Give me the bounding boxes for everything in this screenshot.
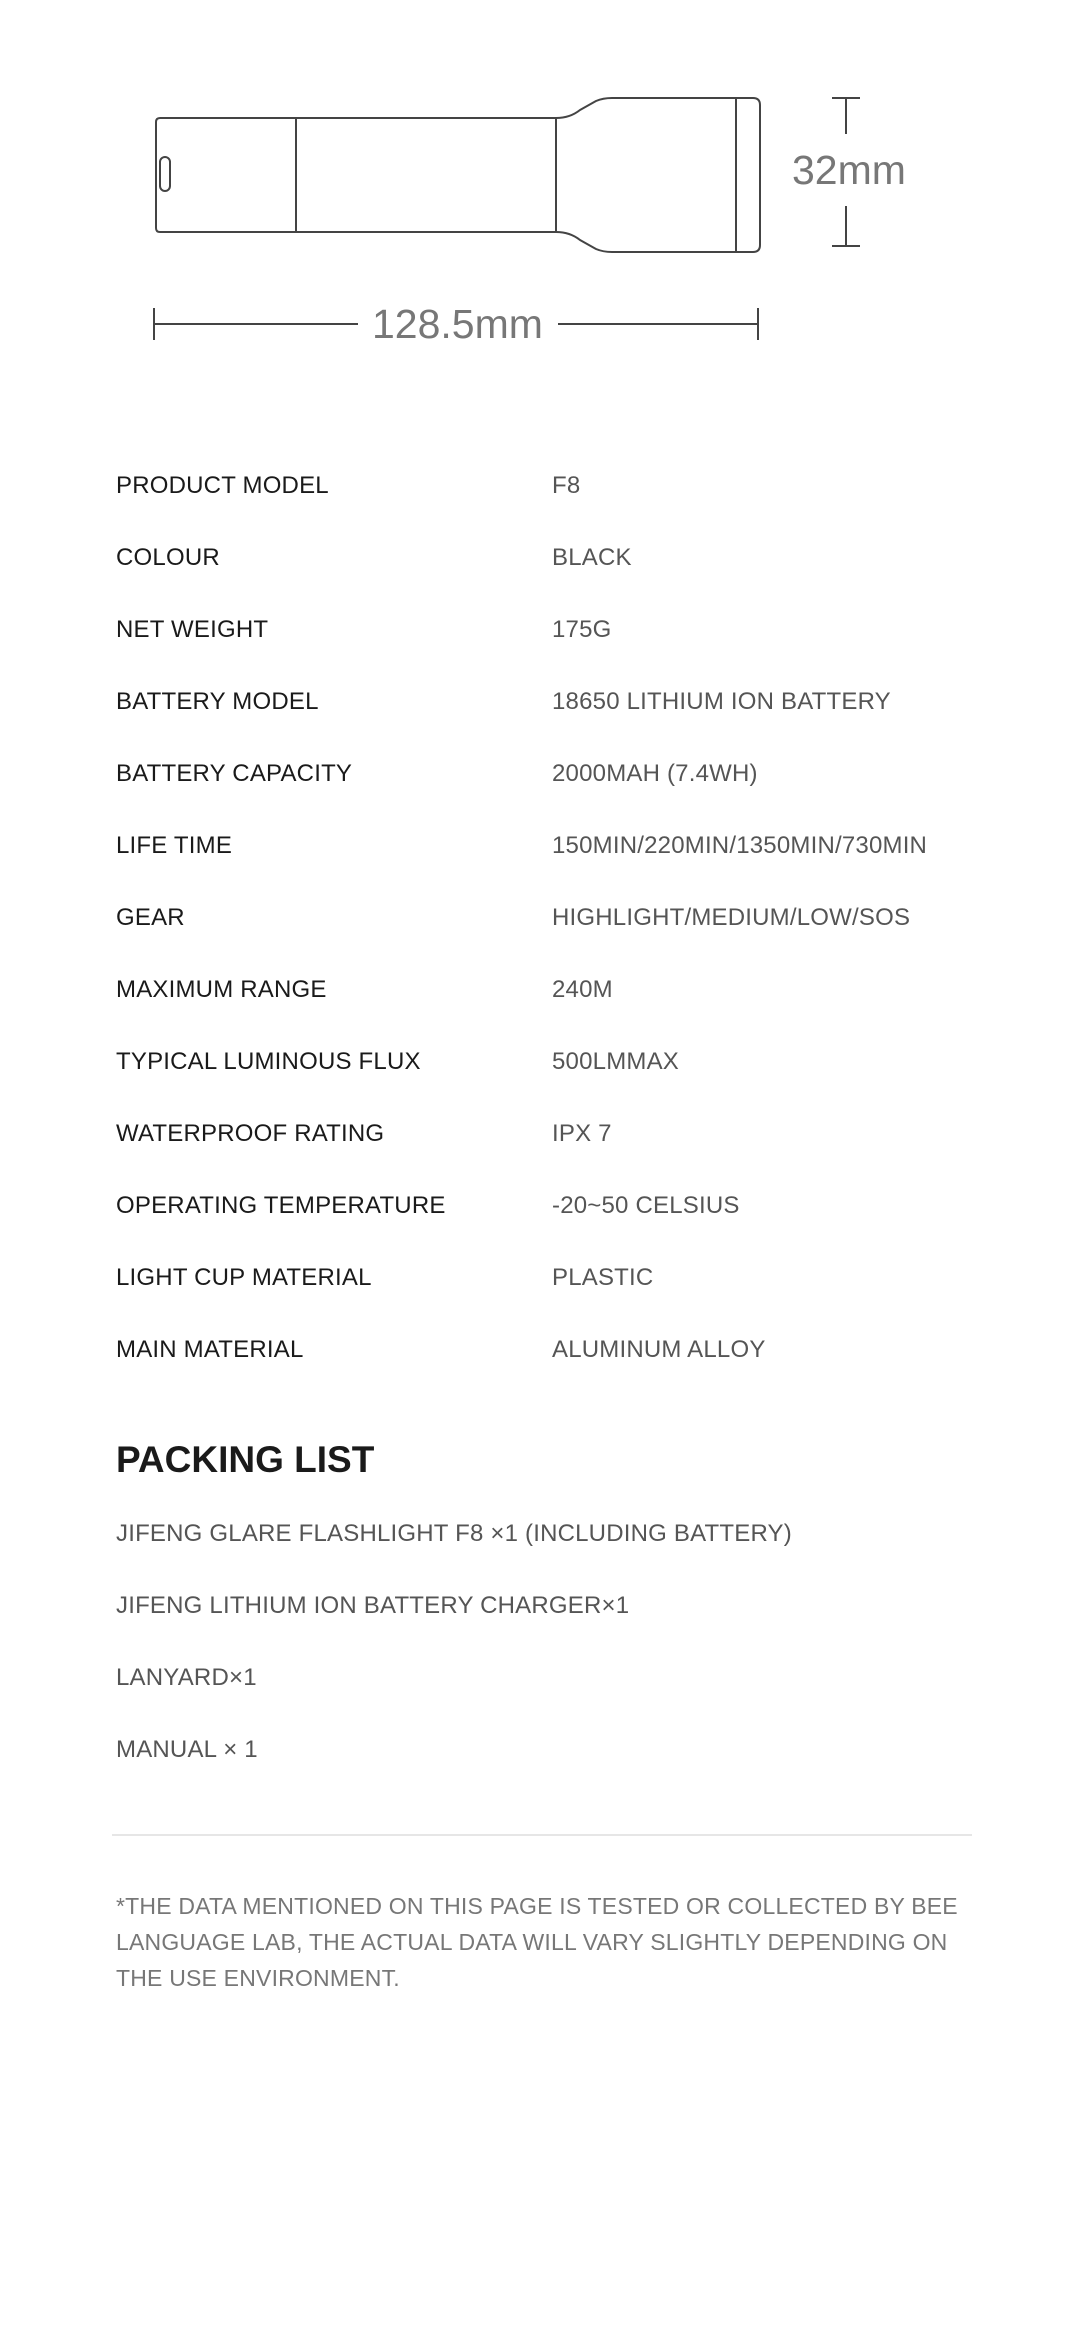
list-item: MANUAL × 1 [116, 1736, 258, 1763]
spec-row-life-time [116, 810, 976, 882]
spec-label: OPERATING TEMPERATURE [116, 1192, 446, 1219]
spec-table [116, 450, 976, 1386]
spec-value: 18650 LITHIUM ION BATTERY [552, 688, 891, 715]
disclaimer-text: *THE DATA MENTIONED ON THIS PAGE IS TESTED OR COLLECTED BY BEE LANGUAGE LAB, THE ACTUAL DATA WILL VARY SLIGHTLY DEPENDING ON THE USE ENVIRONMENT. [116, 1893, 958, 1991]
spec-row-product-model [116, 450, 976, 522]
spec-value: 150MIN/220MIN/1350MIN/730MIN [552, 832, 928, 859]
spec-row-luminous-flux [116, 1026, 976, 1098]
spec-value: -20~50 CELSIUS [552, 1192, 740, 1219]
spec-row-operating-temperature [116, 1170, 976, 1242]
spec-row-battery-capacity [116, 738, 976, 810]
flashlight-dimension-diagram [0, 0, 1080, 400]
spec-label: PRODUCT MODEL [116, 472, 329, 499]
spec-row-waterproof-rating [116, 1098, 976, 1170]
list-item: JIFENG LITHIUM ION BATTERY CHARGER×1 [116, 1592, 630, 1619]
spec-value: F8 [552, 472, 581, 499]
spec-row-maximum-range [116, 954, 976, 1026]
spec-value: IPX 7 [552, 1120, 612, 1147]
spec-value: PLASTIC [552, 1264, 654, 1291]
spec-label: MAXIMUM RANGE [116, 976, 327, 1003]
spec-row-net-weight [116, 594, 976, 666]
spec-value: HIGHLIGHT/MEDIUM/LOW/SOS [552, 904, 911, 931]
spec-label: COLOUR [116, 544, 220, 571]
spec-value: 240M [552, 976, 613, 1003]
spec-label: MAIN MATERIAL [116, 1336, 304, 1363]
spec-label: LIFE TIME [116, 832, 233, 859]
height-dimension-label: 32mm [792, 147, 906, 193]
spec-label: WATERPROOF RATING [116, 1120, 385, 1147]
spec-row-colour [116, 522, 976, 594]
spec-value: ALUMINUM ALLOY [552, 1336, 766, 1363]
packing-list-section [116, 1430, 976, 1786]
spec-value: 175G [552, 616, 612, 643]
list-item: LANYARD×1 [116, 1664, 257, 1691]
section-divider [112, 1834, 972, 1836]
spec-label: TYPICAL LUMINOUS FLUX [116, 1048, 421, 1075]
spec-value: 2000MAH (7.4WH) [552, 760, 758, 787]
lanyard-slot [160, 157, 170, 191]
spec-row-main-material [116, 1314, 976, 1386]
spec-label: NET WEIGHT [116, 616, 269, 643]
list-item: JIFENG GLARE FLASHLIGHT F8 ×1 (INCLUDING BATTERY) [116, 1520, 792, 1547]
spec-label: LIGHT CUP MATERIAL [116, 1264, 372, 1291]
spec-row-light-cup-material [116, 1242, 976, 1314]
spec-label: GEAR [116, 904, 185, 931]
packing-list-title: PACKING LIST [116, 1439, 375, 1480]
flashlight-body-outline [156, 98, 760, 252]
spec-label: BATTERY CAPACITY [116, 760, 353, 787]
spec-label: BATTERY MODEL [116, 688, 319, 715]
spec-row-battery-model [116, 666, 976, 738]
packing-list [116, 1498, 976, 1786]
spec-row-gear [116, 882, 976, 954]
spec-value: BLACK [552, 544, 632, 571]
spec-value: 500LMMAX [552, 1048, 679, 1075]
length-dimension-label: 128.5mm [372, 301, 543, 347]
